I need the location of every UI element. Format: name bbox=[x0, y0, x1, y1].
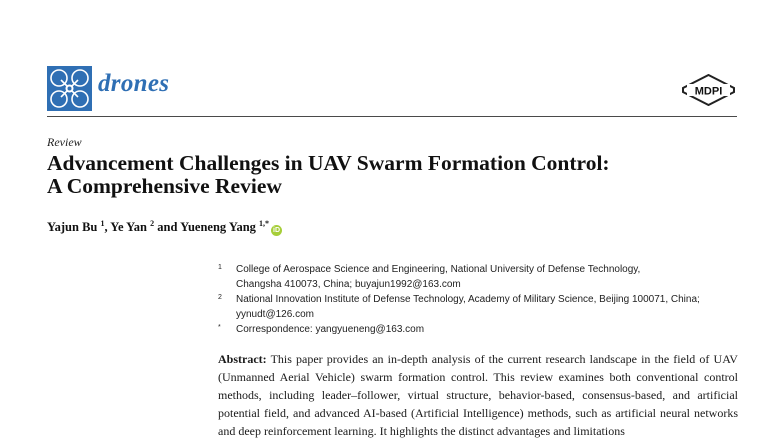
affiliation-number: 1 bbox=[218, 264, 222, 271]
affiliation-line: Changsha 410073, China; buyajun1992@163.com bbox=[236, 279, 461, 290]
header-divider bbox=[47, 116, 737, 117]
affiliation-item bbox=[218, 262, 748, 292]
abstract-label: Abstract: bbox=[218, 352, 267, 366]
author-list bbox=[47, 219, 282, 236]
correspondence-line: Correspondence: yangyueneng@163.com bbox=[236, 324, 425, 335]
journal-name[interactable]: drones bbox=[98, 70, 170, 97]
author-name[interactable]: Yajun Bu bbox=[47, 220, 98, 234]
correspondence-item bbox=[218, 322, 748, 337]
affiliation-number: 2 bbox=[218, 294, 222, 301]
paper-title-line-1: Advancement Challenges in UAV Swarm Formation Control: bbox=[47, 151, 610, 175]
mdpi-logo-icon bbox=[681, 74, 736, 106]
author-affil-mark: 1 bbox=[100, 219, 105, 228]
orcid-icon[interactable]: iD bbox=[273, 227, 281, 234]
affiliation-number: * bbox=[218, 324, 221, 331]
affiliations bbox=[218, 262, 748, 337]
drone-icon bbox=[47, 66, 92, 111]
affiliation-line: National Innovation Institute of Defense Technology, Academy of Military Science, Beijing 100071, China; bbox=[236, 294, 700, 305]
publisher-logo bbox=[681, 74, 736, 106]
author-separator: and bbox=[154, 220, 181, 234]
publisher-name: MDPI bbox=[694, 85, 723, 98]
affiliation-item bbox=[218, 292, 748, 322]
affiliation-line: yynudt@126.com bbox=[236, 309, 314, 320]
article-type: Review bbox=[47, 135, 82, 149]
author-affil-mark: 2 bbox=[150, 219, 155, 228]
affiliation-line: College of Aerospace Science and Engineering, National University of Defense Technology, bbox=[236, 264, 641, 275]
paper-title-line-2: A Comprehensive Review bbox=[47, 174, 282, 198]
author-name[interactable]: Ye Yan bbox=[110, 220, 147, 234]
author-separator: , bbox=[104, 220, 111, 234]
journal-logo bbox=[47, 66, 92, 111]
abstract bbox=[218, 350, 738, 440]
paper-title bbox=[47, 152, 747, 198]
abstract-text: This paper provides an in-depth analysis of the current research landscape in the field of UAV (Unmanned Aerial Vehicle) swarm formation control. This review examines both conventional control methods, including leader–follower, virtual structure, behavior-based, consensus-based, and artificial potential field, and advanced AI-based (Artificial Intelligence) methods, such as artificial neural networks and deep reinforcement learning. It highlights the distinct advantages and limitations bbox=[218, 352, 738, 438]
author-name[interactable]: Yueneng Yang bbox=[180, 220, 256, 234]
author-affil-mark: 1,* bbox=[259, 219, 270, 228]
